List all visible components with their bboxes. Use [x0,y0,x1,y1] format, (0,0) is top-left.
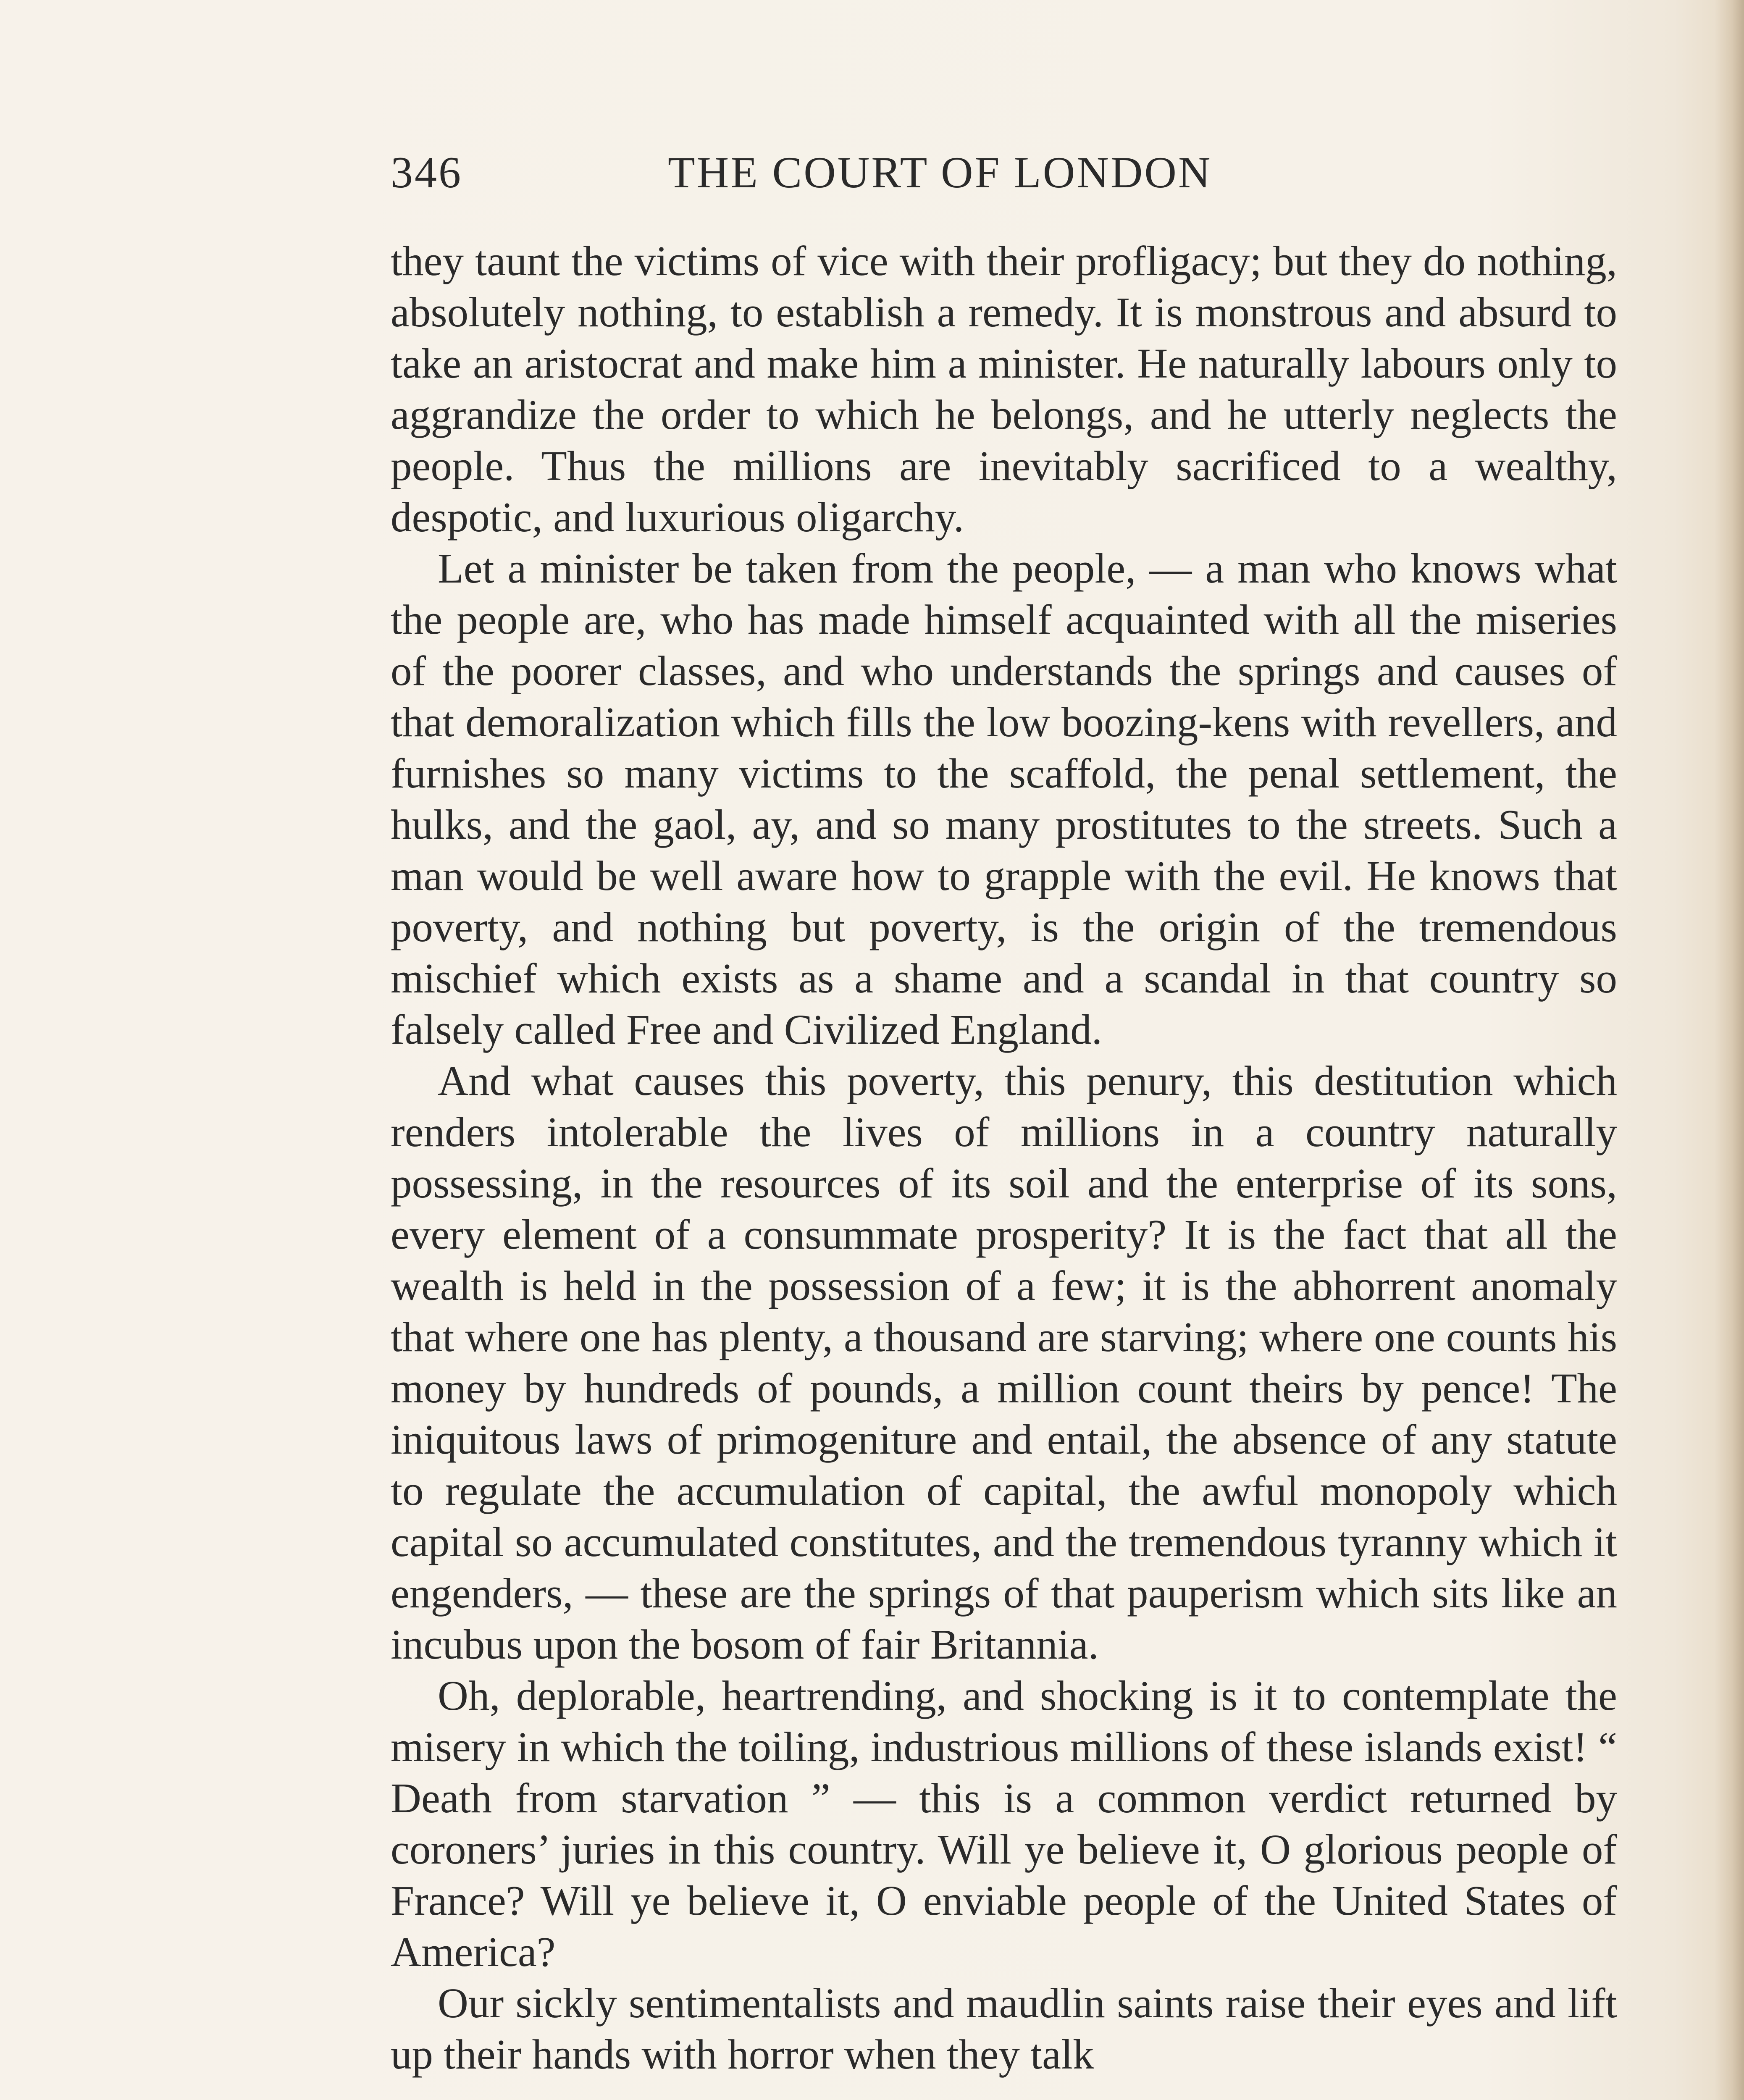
running-title: THE COURT OF LONDON [668,148,1212,197]
body-text [391,235,1617,2080]
paragraph-continued: they taunt the victims of vice with their profligacy; but they do nothing, absolutely nothing, to establish a remedy. It is monstrous and absurd to take an aristocrat and make him a minister. He naturally labours only to aggrandize the order to which he belongs, and he utterly neglects the people. Thus the millions are inevitably sacrificed to a wealthy, despotic, and luxurious oligarchy. [391,237,1617,541]
running-head [391,147,1617,202]
page-edge-shadow [1715,0,1744,2100]
paragraph: Our sickly sentimentalists and maudlin saints raise their eyes and lift up their hands with horror when they talk [391,1979,1617,2078]
paragraph: Oh, deplorable, heartrending, and shocking is it to contemplate the misery in which the toiling, industrious millions of these islands exist! “ Death from starvation ” — this is a common verdict returned by coroners’ juries in this country. Will ye believe it, O glorious people of France? Will ye believe it, O enviable people of the United States of America? [391,1672,1617,1975]
paragraph: Let a minister be taken from the people, — a man who knows what the people are, who has made himself acquainted with all the miseries of the poorer classes, and who understands the springs and causes of that demoralization which fills the low boozing-kens with revellers, and furnishes so many victims to the scaffold, the penal settlement, the hulks, and the gaol, ay, and so many prostitutes to the streets. Such a man would be well aware how to grapple with the evil. He knows that poverty, and nothing but poverty, is the origin of the tremendous mischief which exists as a shame and a scandal in that country so falsely called Free and Civilized England. [391,545,1617,1053]
paragraph: And what causes this poverty, this penury, this destitution which renders intolerable the lives of millions in a country naturally possessing, in the resources of its soil and the enterprise of its sons, every element of a consummate prosperity? It is the fact that all the wealth is held in the possession of a few; it is the abhorrent anomaly that where one has plenty, a thousand are starving; where one counts his money by hundreds of pounds, a million count theirs by pence! The iniquitous laws of primogeniture and entail, the absence of any statute to regulate the accumulation of capital, the awful monopoly which capital so accumulated constitutes, and the tremendous tyranny which it engenders, — these are the springs of that pauperism which sits like an incubus upon the bosom of fair Britannia. [391,1057,1617,1668]
page-number: 346 [391,148,462,197]
